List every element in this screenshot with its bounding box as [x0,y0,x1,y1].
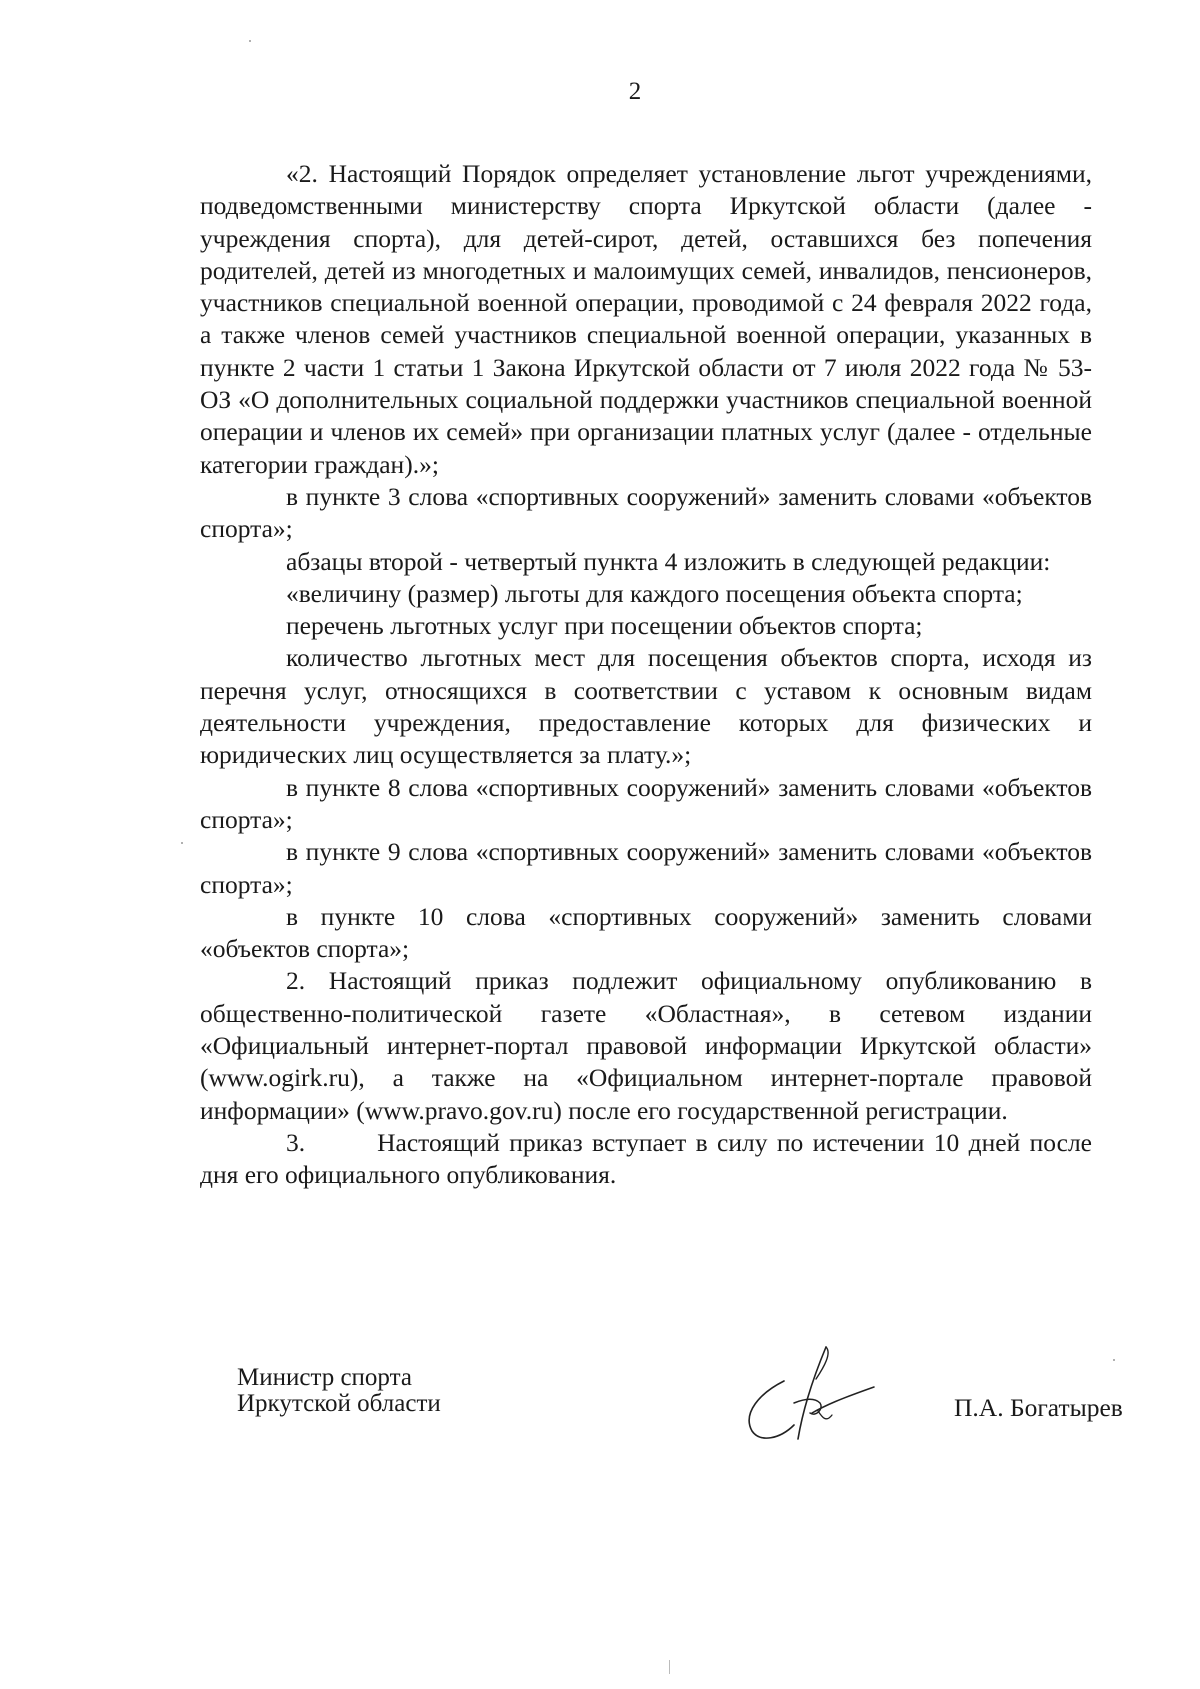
scan-speck [249,40,251,42]
signature-block [0,1365,1200,1475]
paragraph-point-9: в пункте 9 слова «спортивных сооружений» заменить словами «объектов спорта»; [200,837,1092,899]
page-number: 2 [628,78,642,105]
item-number: 3. [286,1127,306,1157]
paragraph-entry-into-force [200,1127,1092,1192]
signatory-title-line-2: Иркутской области [237,1390,441,1417]
paragraph-point-8: в пункте 8 слова «спортивных сооружений» заменить словами «объектов спорта»; [200,772,1092,834]
paragraph-point-4-line-1: «величину (размер) льготы для каждого посещения объекта спорта; [286,578,1023,608]
paragraph-point-4-line-2: перечень льготных услуг при посещении объектов спорта; [286,611,923,641]
paragraph-point-3: в пункте 3 слова «спортивных сооружений» заменить словами «объектов спорта»; [200,481,1092,544]
paragraph-point-4-intro: абзацы второй - четвертый пункта 4 изложить в следующей редакции: [286,546,1051,576]
scan-speck [181,842,183,844]
scan-speck [669,1660,670,1674]
paragraph-item-2-text: «2. Настоящий Порядок определяет установление льгот учреждениями, подведомственными министерству спорта Иркутской области (далее - учреждения спорта), для детей-сирот, детей, оставшихся без попечения родителей, детей из многодетных и малоимущих семей, инвалидов, пенсионеров, участников специальной военной операции, проводимой с 24 февраля 2022 года, а также членов семей участников специальной военной операции, указанных в пункте 2 части 1 статьи 1 Закона Иркутской области от 7 июля 2022 года № 53-ОЗ «О дополнительных социальной поддержки участников специальной военной операции и членов их семей» при организации платных услуг (далее - отдельные категории граждан).»; [200,159,1092,479]
document-body [200,158,1092,1192]
handwritten-signature-icon [740,1343,880,1453]
paragraph-point-10: в пункте 10 слова «спортивных сооружений» заменить словами «объектов спорта»; [200,901,1092,964]
paragraph-publication: 2. Настоящий приказ подлежит официальному опубликованию в общественно-политической газете «Областная», в сетевом издании «Официальный интернет-портал правовой информации Иркутской области» (www.ogirk.ru), а также на «Официальном интернет-портале правовой информации» (www.pravo.gov.ru) после его государственной регистрации. [200,966,1092,1125]
paragraph-point-4-line-3: количество льготных мест для посещения объектов спорта, исходя из перечня услуг, относящихся в соответствии с уставом к основным видам деятельности учреждения, предоставление которых для физических и юридических лиц осуществляется за плату.»; [200,643,1092,770]
signatory-title-line-1: Министр спорта [237,1364,412,1391]
item-text: Настоящий приказ вступает в силу по истечении 10 дней после дня его официального опубликования. [200,1127,1092,1190]
signatory-name: П.А. Богатырев [954,1393,1123,1422]
signatory-title [237,1365,441,1417]
scan-speck [1113,1359,1115,1361]
